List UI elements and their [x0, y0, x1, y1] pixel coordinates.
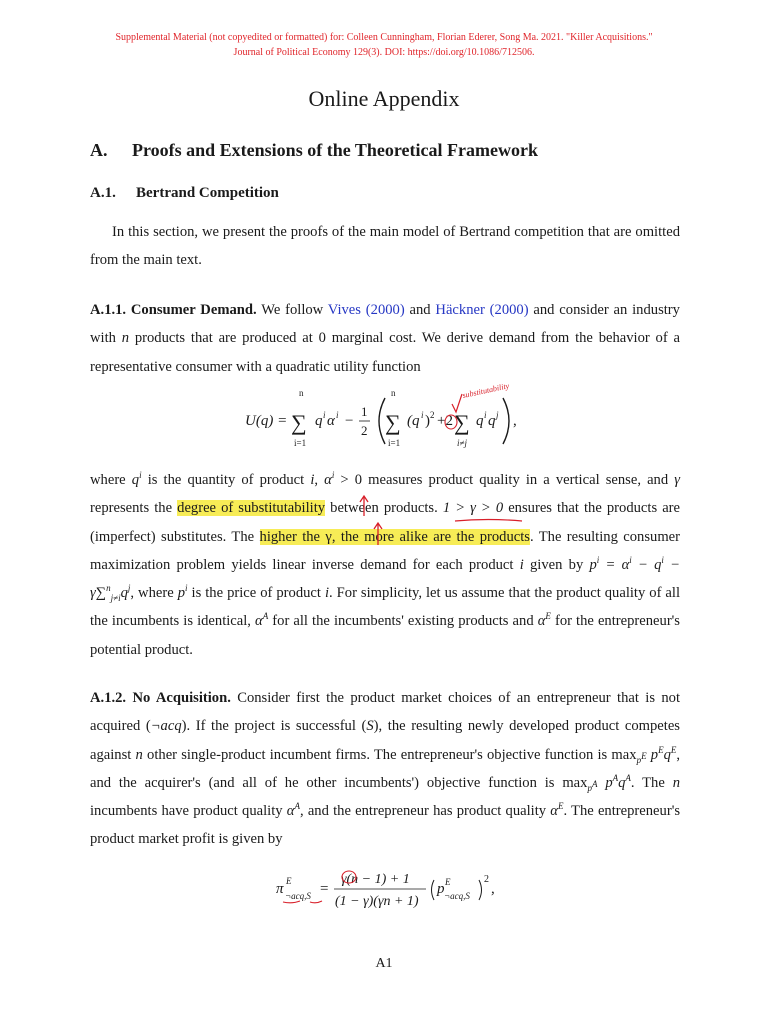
math-sup: i	[139, 470, 142, 481]
math-pa-qa	[605, 775, 631, 791]
cite-name: Vives	[327, 302, 361, 318]
eq-denominator: (1 − γ)(γn + 1)	[335, 894, 419, 909]
math-sup: j	[127, 583, 131, 594]
eq-pi-sup: E	[286, 876, 292, 886]
supplemental-header	[60, 30, 708, 60]
math-sup: i	[629, 555, 632, 566]
math-alpha-a	[255, 613, 268, 629]
subsection-heading	[90, 185, 279, 202]
section-number: A.	[90, 140, 108, 160]
eq-sum2-bot: i=1	[388, 438, 401, 448]
math-var: ¬acq	[150, 718, 182, 735]
eq-equals: =	[320, 881, 329, 897]
math-var: p	[605, 774, 613, 791]
text-span: and	[409, 302, 431, 318]
eq-sup-i2: i	[336, 410, 339, 420]
text-span: . The entrepreneur's product market profit is given by	[90, 803, 680, 848]
math-var: q	[663, 746, 671, 763]
no-acquisition-heading: A.1.2. No Acquisition.	[90, 690, 231, 706]
text-span: given by	[530, 556, 584, 573]
utility-equation	[245, 388, 545, 458]
text-span: between products.	[330, 500, 438, 517]
math-var: n	[121, 330, 130, 347]
math-var: n	[672, 774, 680, 791]
eq-pi-sub: ¬acq,S	[285, 891, 311, 901]
text-span: is the quantity of product	[147, 472, 305, 488]
eq-numerator: γ(n − 1) + 1	[341, 872, 410, 887]
intro-paragraph: In this section, we present the proofs of the main model of Bertrand competition that are omitted from the main text.	[90, 224, 680, 269]
math-pe-qe	[650, 744, 677, 763]
section-heading	[90, 140, 538, 161]
math-var: p	[636, 754, 642, 765]
profit-equation-svg	[276, 866, 516, 916]
eq-term3: q	[476, 413, 484, 429]
text-span: ,	[314, 472, 319, 488]
text-span: and consider an industry with	[90, 302, 680, 347]
text-span: . The	[630, 774, 665, 791]
eq-half-den: 2	[361, 423, 368, 438]
text-span: Consider first the product market choices of an entrepreneur that is not acquired (	[90, 690, 681, 735]
eq-minus: −	[345, 413, 354, 429]
math-sup: E	[658, 744, 664, 755]
text-span: > 0	[334, 472, 363, 488]
math-var: α	[286, 803, 295, 820]
math-p	[178, 585, 188, 601]
eq-term3b: q	[488, 413, 496, 429]
math-sup: n	[106, 583, 111, 594]
utility-equation-svg	[245, 388, 545, 454]
math-sup: A	[612, 773, 619, 784]
cite-paren: (	[365, 302, 371, 318]
text-span: , where	[130, 585, 174, 602]
citation-vives[interactable]	[328, 302, 405, 318]
text-span: represents the	[90, 500, 173, 517]
math-sub-pe	[636, 750, 647, 765]
highlight-alike: higher the γ, the more alike are the products	[259, 528, 530, 545]
no-acquisition-paragraph	[90, 684, 680, 854]
math-alpha	[324, 472, 334, 488]
math-var: i	[324, 585, 330, 602]
eq-term2: (q	[407, 413, 420, 429]
cite-year: 2000	[494, 302, 524, 318]
math-part: − γ∑	[90, 556, 680, 602]
citation-hackner[interactable]	[435, 302, 528, 318]
highlight-substitutability: degree of substitutability	[177, 500, 326, 517]
math-var: p	[589, 556, 597, 573]
eq-p-sub: ¬acq,S	[444, 891, 470, 901]
text-span: . The resulting consumer maximization problem yields linear inverse demand for each product	[90, 528, 681, 573]
eq-sum1: ∑	[291, 410, 307, 435]
subsection-title: Bertrand Competition	[136, 185, 279, 201]
math-sup: A	[262, 611, 269, 622]
math-q	[132, 472, 142, 488]
math-alpha-e	[538, 613, 551, 629]
math-var: p	[177, 585, 186, 602]
eq-big-paren-right	[503, 398, 509, 444]
eq-pi: π	[276, 881, 284, 897]
cite-year: 2000	[370, 302, 400, 318]
math-var: γ	[674, 472, 681, 488]
text-span: , and the entrepreneur has product quality	[299, 803, 547, 820]
eq-sq: 2	[430, 410, 435, 420]
math-sup: A	[625, 773, 631, 784]
eq-sq: 2	[484, 874, 489, 885]
math-sup: A	[294, 801, 300, 812]
eq-sum1-bot: i=1	[294, 438, 307, 448]
header-line-1: Supplemental Material (not copyedited or formatted) for: Colleen Cunningham, Florian Ederer, Song Ma. 2021. "Killer Acquisitions."	[115, 32, 653, 43]
annotation-note: substitutability	[461, 381, 510, 400]
text-span: incumbents have product quality	[90, 803, 283, 820]
math-var: S	[366, 718, 374, 735]
eq-sum1-top: n	[299, 388, 304, 398]
math-var: α	[550, 803, 558, 820]
math-var: q	[131, 472, 140, 488]
math-sup: i	[331, 470, 335, 481]
math-alpha-a2	[287, 803, 300, 819]
eq-sup-i3: i	[421, 410, 424, 420]
eq-alpha: α	[327, 413, 335, 429]
eq-p-sup: E	[445, 877, 451, 887]
eq-term2-close: )	[425, 413, 430, 429]
math-sub-pa	[587, 778, 598, 793]
eq-sum2-top: n	[391, 388, 396, 398]
math-sup: E	[545, 611, 551, 622]
subsection-number: A.1.	[90, 185, 116, 201]
text-span: ensures that the products are (imperfect) substitutes. The	[90, 500, 681, 545]
math-var: α	[255, 613, 263, 630]
eq-p: p	[437, 881, 445, 897]
text-span: where	[90, 472, 126, 488]
math-var: n	[135, 746, 143, 763]
text-span: for all the incumbents' existing products and	[272, 613, 534, 630]
math-alpha-e2	[550, 803, 563, 819]
text-span: for the entrepreneur's potential product.	[90, 613, 680, 658]
math-part: − q	[631, 556, 662, 573]
text-span: . For simplicity, let us assume that the product quality of all the incumbents is identical,	[90, 585, 681, 630]
text-span: measures product quality in a vertical sense, and	[368, 472, 669, 488]
eq-half-num: 1	[361, 404, 368, 419]
eq-lhs: U(q) =	[245, 413, 288, 429]
eq-sup-i4: i	[484, 410, 487, 420]
cite-paren: )	[523, 302, 529, 318]
math-sub: j≠i	[110, 593, 121, 604]
text-span: ), the resulting newly developed product competes against	[90, 718, 680, 763]
math-part: = α	[599, 556, 630, 573]
text-span: We follow	[261, 302, 324, 318]
math-range: 1 > γ > 0	[442, 500, 504, 517]
eq-sum3-bot: i≠j	[457, 438, 467, 448]
header-line-2: Journal of Political Economy 129(3). DOI: https://doi.org/10.1086/712506.	[233, 47, 535, 58]
math-var: q	[618, 774, 626, 791]
text-span: ). If the project is successful (	[181, 718, 367, 735]
eq-paren-left	[432, 880, 435, 900]
text-span: products that are produced at 0 marginal cost. We derive demand from the behavior of a representative consumer with a quadratic utility function	[90, 330, 680, 375]
cite-paren: (	[489, 302, 495, 318]
math-var: i	[519, 556, 524, 573]
math-sup: A	[591, 778, 598, 789]
math-sup: i	[596, 555, 600, 566]
math-sup: i	[185, 583, 188, 594]
eq-term1: q	[315, 413, 323, 429]
text-span: other single-product incumbent firms. The entrepreneur's objective function is max	[147, 746, 637, 763]
cite-paren: )	[399, 302, 405, 318]
eq-plus2: +2	[437, 413, 453, 429]
text-span: , and the acquirer's (and all of he other incumbents') objective function is max	[90, 746, 681, 791]
eq-paren-right	[479, 880, 482, 900]
math-sup: E	[641, 750, 647, 761]
page-title: Online Appendix	[308, 86, 460, 111]
eq-sup-j: j	[496, 410, 499, 420]
math-sup: E	[670, 744, 677, 755]
math-var: p	[587, 782, 592, 793]
eq-sup-i: i	[323, 410, 326, 420]
definitions-paragraph	[90, 466, 680, 664]
profit-equation	[276, 866, 516, 920]
eq-sum2: ∑	[385, 410, 401, 435]
eq-sum3: ∑	[454, 410, 470, 435]
math-sup: i	[661, 555, 664, 566]
cite-name: Häckner	[435, 302, 485, 318]
section-title: Proofs and Extensions of the Theoretical Framework	[132, 140, 538, 160]
text-span: is the price of product	[191, 585, 321, 602]
math-var: i	[310, 472, 315, 488]
math-var: α	[537, 613, 546, 630]
math-var: α	[324, 472, 332, 488]
page-number: A1	[375, 956, 393, 971]
eq-end: ,	[491, 881, 495, 897]
eq-end: ,	[513, 413, 517, 429]
math-var: p	[650, 746, 659, 763]
math-sup: E	[557, 801, 564, 812]
math-var: q	[120, 585, 128, 602]
consumer-demand-heading: A.1.1. Consumer Demand.	[90, 302, 257, 318]
consumer-demand-paragraph	[90, 296, 680, 381]
